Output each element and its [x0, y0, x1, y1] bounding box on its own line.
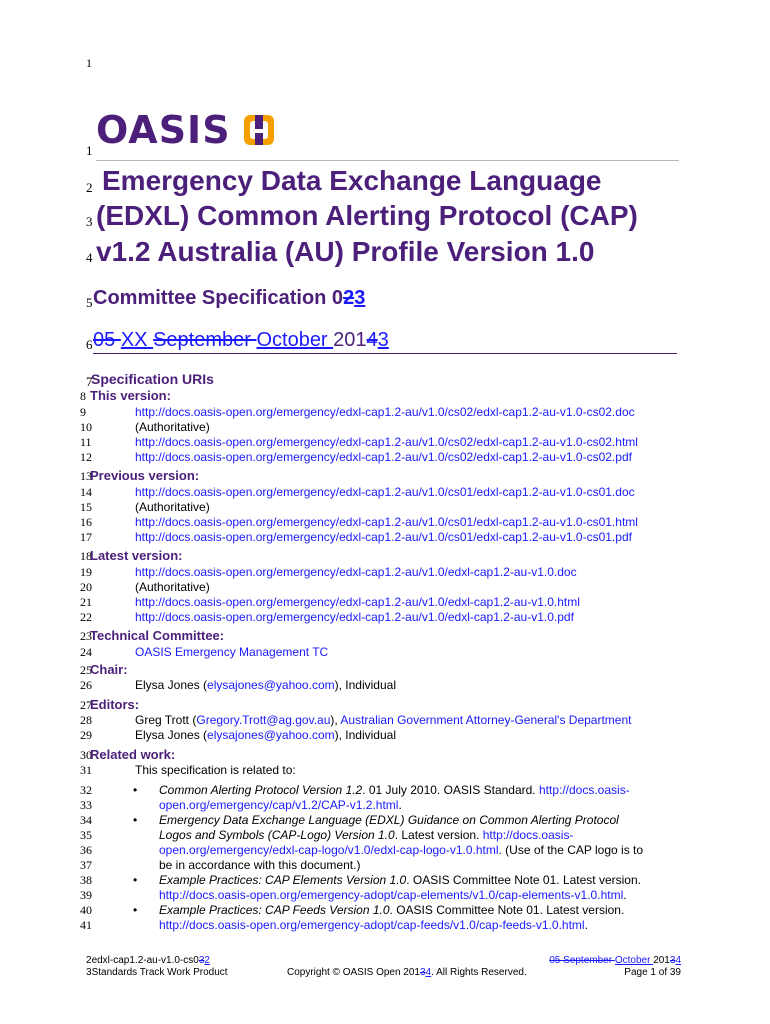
bullet-icon: • [133, 783, 138, 797]
doc-title-line-1: Emergency Data Exchange Language [102, 165, 602, 196]
footer-doc-name: edxl-cap1.2-au-v1.0-cs0 [91, 955, 199, 966]
doc-title-line-2: (EDXL) Common Alerting Protocol (CAP) [96, 200, 638, 231]
inserted-text: 4 [675, 955, 681, 966]
chair-email-link[interactable]: elysajones@yahoo.com [207, 678, 335, 692]
inserted-text: XX [120, 329, 154, 351]
copyright-text: Copyright © OASIS Open 201 [287, 967, 420, 978]
uri-link[interactable]: http://docs.oasis-open.org/emergency/edxl-cap1.2-au/v1.0/edxl-cap1.2-au-v1.0.pdf [135, 610, 574, 624]
related-work-line [159, 888, 627, 902]
subtitle-text: Committee Specification 0 [93, 287, 344, 309]
related-work-line [159, 813, 619, 827]
committee-spec-heading [93, 287, 365, 310]
editor-email-link[interactable]: Gregory.Trott@ag.gov.au [196, 713, 331, 727]
oasis-logo-text: OASIS [96, 108, 231, 152]
line-number: 3 [86, 967, 92, 978]
editor-name: Elysa Jones ( [135, 728, 208, 742]
footer-date [549, 955, 681, 966]
chair-name: Elysa Jones ( [135, 678, 208, 692]
uri-link[interactable]: http://docs.oasis-open.org/emergency/edxl-cap1.2-au/v1.0/cs02/edxl-cap1.2-au-v1.0-cs02.doc [135, 405, 635, 419]
reference-link[interactable]: http://docs.oasis- [482, 828, 574, 842]
copyright-suffix: . All Rights Reserved. [431, 967, 527, 978]
related-work-line [159, 858, 360, 872]
editor-sep: ), [330, 713, 341, 727]
reference-text: . [623, 888, 627, 902]
line-number: 2 [86, 180, 93, 195]
uri-link[interactable]: OASIS Emergency Management TC [135, 645, 329, 659]
line-number: 7 [86, 374, 93, 389]
line-number: 10 [80, 420, 92, 434]
uri-link[interactable]: http://docs.oasis-open.org/emergency/edxl-cap1.2-au/v1.0/cs01/edxl-cap1.2-au-v1.0-cs01.pdf [135, 530, 632, 544]
inserted-text: 2 [204, 955, 210, 966]
line-number: 12 [80, 450, 92, 464]
line-number: 28 [80, 713, 92, 727]
line-number: 2 [86, 955, 92, 966]
uri-link[interactable]: http://docs.oasis-open.org/emergency/edxl-cap1.2-au/v1.0/edxl-cap1.2-au-v1.0.doc [135, 565, 577, 579]
footer-product [86, 967, 228, 978]
doc-title-line-3: v1.2 Australia (AU) Profile Version 1.0 [96, 236, 595, 267]
reference-link[interactable]: http://docs.oasis-open.org/emergency-adopt/cap-feeds/v1.0/cap-feeds-v1.0.html [159, 918, 585, 932]
line-number: 21 [80, 595, 92, 609]
deleted-text: September [153, 329, 257, 351]
deleted-text: 3 [420, 967, 426, 978]
line-number: 33 [80, 798, 92, 812]
line-number: 30 [80, 748, 92, 762]
line-number: 1 [86, 56, 92, 70]
oasis-logo-mark [242, 113, 276, 147]
line-number: 34 [80, 813, 92, 827]
editors-label: Editors: [90, 697, 140, 712]
doc-date [93, 329, 677, 354]
section-label: This version: [90, 388, 171, 403]
inserted-text: October [256, 329, 334, 351]
reference-text: . [584, 918, 588, 932]
line-number: 23 [80, 629, 92, 643]
line-number: 22 [80, 610, 92, 624]
reference-link[interactable]: http://docs.oasis- [538, 783, 630, 797]
line-number: 17 [80, 530, 92, 544]
reference-text: . (Use of the CAP logo is to [498, 843, 644, 857]
deleted-text: 2 [343, 287, 355, 309]
line-number: 36 [80, 843, 92, 857]
section-label: Technical Committee: [90, 628, 225, 643]
editor-name: Greg Trott ( [135, 713, 197, 727]
date-year: 201 [333, 329, 367, 351]
uri-link[interactable]: http://docs.oasis-open.org/emergency/edxl-cap1.2-au/v1.0/cs02/edxl-cap1.2-au-v1.0-cs02.html [135, 435, 638, 449]
related-work-line [159, 783, 630, 797]
line-number: 11 [80, 435, 92, 449]
reference-link[interactable]: open.org/emergency/cap/v1.2/CAP-v1.2.html [159, 798, 399, 812]
reference-text: . Latest version. [394, 828, 483, 842]
line-number: 6 [86, 337, 93, 352]
related-work-line [159, 918, 588, 932]
line-number: 24 [80, 645, 92, 659]
uri-link[interactable]: http://docs.oasis-open.org/emergency/edxl-cap1.2-au/v1.0/cs01/edxl-cap1.2-au-v1.0-cs01.doc [135, 485, 635, 499]
section-label: Latest version: [90, 548, 183, 563]
reference-title: Emergency Data Exchange Language (EDXL) Guidance on Common Alerting Protocol [159, 813, 619, 827]
line-number: 25 [80, 663, 92, 677]
line-number: 5 [86, 295, 93, 310]
line-number: 14 [80, 485, 92, 499]
line-number: 1 [86, 143, 93, 158]
line-number: 26 [80, 678, 92, 692]
uri-link[interactable]: http://docs.oasis-open.org/emergency/edxl-cap1.2-au/v1.0/edxl-cap1.2-au-v1.0.html [135, 595, 580, 609]
footer-product-text: Standards Track Work Product [91, 967, 228, 978]
section-label: Previous version: [90, 468, 200, 483]
reference-text: . 01 July 2010. OASIS Standard. [362, 783, 539, 797]
line-number: 35 [80, 828, 92, 842]
deleted-text: 4 [366, 329, 378, 351]
line-number: 13 [80, 469, 92, 483]
line-number: 18 [80, 549, 92, 563]
line-number: 39 [80, 888, 92, 902]
bullet-icon: • [133, 903, 138, 917]
footer-page-number: Page 1 of 39 [624, 967, 681, 978]
line-number: 8 [80, 389, 86, 403]
line-number: 19 [80, 565, 92, 579]
inserted-text: 3 [377, 329, 389, 351]
chair-entry [135, 678, 396, 692]
related-work-line [159, 903, 624, 917]
line-number: 38 [80, 873, 92, 887]
editor-org-link[interactable]: Australian Government Attorney-General's Department [340, 713, 632, 727]
inserted-text: 4 [425, 967, 432, 978]
reference-text: be in accordance with this document.) [159, 858, 361, 872]
editor-affiliation: ), Individual [334, 728, 396, 742]
reference-link[interactable]: http://docs.oasis-open.org/emergency-adopt/cap-elements/v1.0/cap-elements-v1.0.html [159, 888, 624, 902]
line-number: 16 [80, 515, 92, 529]
reference-title: Logos and Symbols (CAP-Logo) Version 1.0 [159, 828, 395, 842]
reference-text: . [398, 798, 402, 812]
deleted-text: 05 September [549, 955, 615, 966]
related-work-line [159, 798, 402, 812]
line-number: 27 [80, 698, 92, 712]
uri-link[interactable]: http://docs.oasis-open.org/emergency/edxl-cap1.2-au/v1.0/cs01/edxl-cap1.2-au-v1.0-cs01.html [135, 515, 638, 529]
header-rule [96, 160, 679, 161]
footer-copyright [287, 967, 527, 978]
deleted-text: 3 [198, 955, 205, 966]
related-work-label: Related work: [90, 747, 176, 762]
bullet-icon: • [133, 873, 138, 887]
reference-title: Example Practices: CAP Elements Version 1.0 [159, 873, 407, 887]
chair-affiliation: ), Individual [334, 678, 396, 692]
line-number: 37 [80, 858, 92, 872]
reference-title: Common Alerting Protocol Version 1.2 [159, 783, 363, 797]
related-intro: This specification is related to: [135, 763, 296, 777]
deleted-text: 3 [669, 955, 676, 966]
line-number: 20 [80, 580, 92, 594]
bullet-icon: • [133, 813, 138, 827]
uri-link[interactable]: http://docs.oasis-open.org/emergency/edxl-cap1.2-au/v1.0/cs02/edxl-cap1.2-au-v1.0-cs02.pdf [135, 450, 632, 464]
spec-uris-heading: Specification URIs [91, 371, 214, 387]
uri-note: (Authoritative) [135, 580, 210, 594]
related-work-line [159, 843, 643, 857]
editor-email-link[interactable]: elysajones@yahoo.com [207, 728, 335, 742]
reference-title: Example Practices: CAP Feeds Version 1.0 [159, 903, 390, 917]
line-number: 3 [86, 214, 93, 229]
line-number: 32 [80, 783, 92, 797]
line-number: 41 [80, 918, 92, 932]
reference-link[interactable]: open.org/emergency/edxl-cap-logo/v1.0/edxl-cap-logo-v1.0.html [159, 843, 499, 857]
reference-text: . OASIS Committee Note 01. Latest version. [406, 873, 641, 887]
line-number: 15 [80, 500, 92, 514]
line-number: 9 [80, 405, 86, 419]
footer-year: 201 [653, 955, 670, 966]
uri-note: (Authoritative) [135, 500, 210, 514]
inserted-text: 3 [354, 287, 366, 309]
line-number: 31 [80, 763, 92, 777]
related-work-line [159, 828, 573, 842]
footer-doc-id [86, 955, 210, 966]
line-number: 29 [80, 728, 92, 742]
reference-text: . OASIS Committee Note 01. Latest version. [389, 903, 625, 917]
inserted-text: October [614, 955, 654, 966]
uri-note: (Authoritative) [135, 420, 210, 434]
related-work-line [159, 873, 641, 887]
deleted-text: 05 [93, 329, 121, 351]
line-number: 4 [86, 250, 93, 265]
chair-label: Chair: [90, 662, 128, 677]
line-number: 40 [80, 903, 92, 917]
editor-entry [135, 728, 396, 742]
editor-entry [135, 713, 631, 727]
oasis-logo [96, 110, 231, 150]
